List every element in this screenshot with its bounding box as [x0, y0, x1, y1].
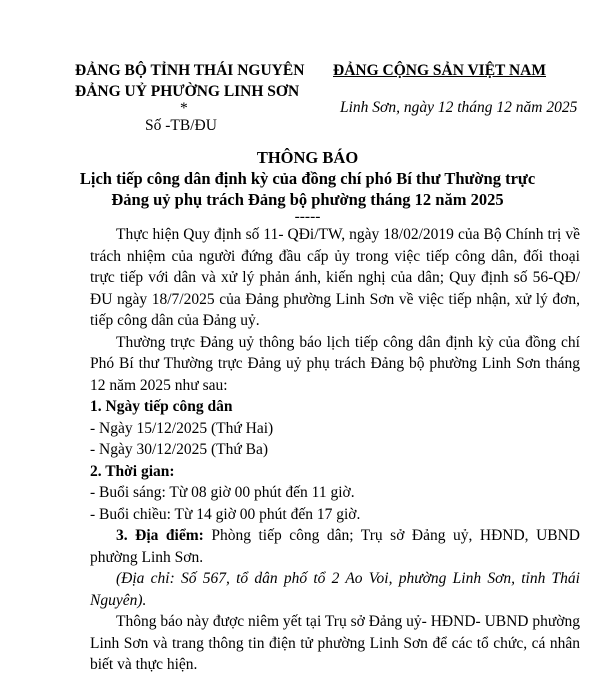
paragraph-closing: Thông báo này được niêm yết tại Trụ sở Đảng uỷ- HĐND- UBND phường Linh Sơn và trang thông tin điện tử phường Linh Sơn để các tổ chức, cá nhân biết và thực hiện.	[90, 613, 580, 673]
document-subtitle-line1: Lịch tiếp công dân định kỳ của đồng chí phó Bí thư Thường trực	[79, 169, 536, 188]
party-committee-ward: ĐẢNG UỶ PHƯỜNG LINH SƠN	[75, 83, 300, 100]
document-heading: THÔNG BÁO	[256, 148, 359, 167]
section-reception-days-heading: 1. Ngày tiếp công dân	[90, 398, 233, 415]
section-time-heading: 2. Thời gian:	[90, 462, 175, 480]
list-item: - Ngày 30/12/2025 (Thứ Ba)	[90, 441, 269, 458]
place-date: Linh Sơn, ngày 12 tháng 12 năm 2025	[340, 99, 578, 116]
document-subtitle-line2: Đảng uỷ phụ trách Đảng bộ phường tháng 12 năm 2025	[111, 190, 504, 209]
title-separator: -----	[294, 208, 321, 225]
section-location	[90, 525, 580, 568]
list-item: - Buổi sáng: Từ 08 giờ 00 phút đến 11 giờ.	[90, 484, 355, 501]
paragraph-regulation: Thực hiện Quy định số 11- QĐi/TW, ngày 18/02/2019 của Bộ Chính trị về trách nhiệm của người đứng đầu cấp ủy trong việc tiếp công dân, đối thoại trực tiếp với dân và xử lý phản ánh, kiến nghị của dân; Quy định số 56-QĐ/ĐU ngày 18/7/2025 của Đảng phường Linh Sơn về việc tiếp nhận, xử lý đơn, tiếp công dân của Đảng uỷ.	[90, 226, 580, 329]
list-item: - Buổi chiều: Từ 14 giờ 00 phút đến 17 giờ.	[90, 505, 361, 523]
header-star: *	[180, 100, 188, 117]
paragraph-announcement: Thường trực Đảng uỷ thông báo lịch tiếp công dân định kỳ của đồng chí Phó Bí thư Thường trực Đảng uỷ phụ trách Đảng bộ phường Linh Sơn tháng 12 năm 2025 như sau:	[90, 333, 580, 394]
section-location-heading: 3. Địa điểm:	[116, 527, 204, 544]
document-number: Số -TB/ĐU	[145, 117, 217, 134]
list-item: - Ngày 15/12/2025 (Thứ Hai)	[90, 419, 274, 437]
national-party-title: ĐẢNG CỘNG SẢN VIỆT NAM	[333, 62, 547, 79]
location-address: (Địa chỉ: Số 567, tổ dân phố tổ 2 Ao Voi, phường Linh Sơn, tỉnh Thái Nguyên).	[90, 570, 580, 609]
section-location-text: Phòng tiếp công dân; Trụ sở Đảng uỷ, HĐND, UBND phường Linh Sơn.	[90, 527, 580, 566]
party-committee-province: ĐẢNG BỘ TỈNH THÁI NGUYÊN	[75, 62, 305, 79]
document-body	[90, 224, 580, 676]
